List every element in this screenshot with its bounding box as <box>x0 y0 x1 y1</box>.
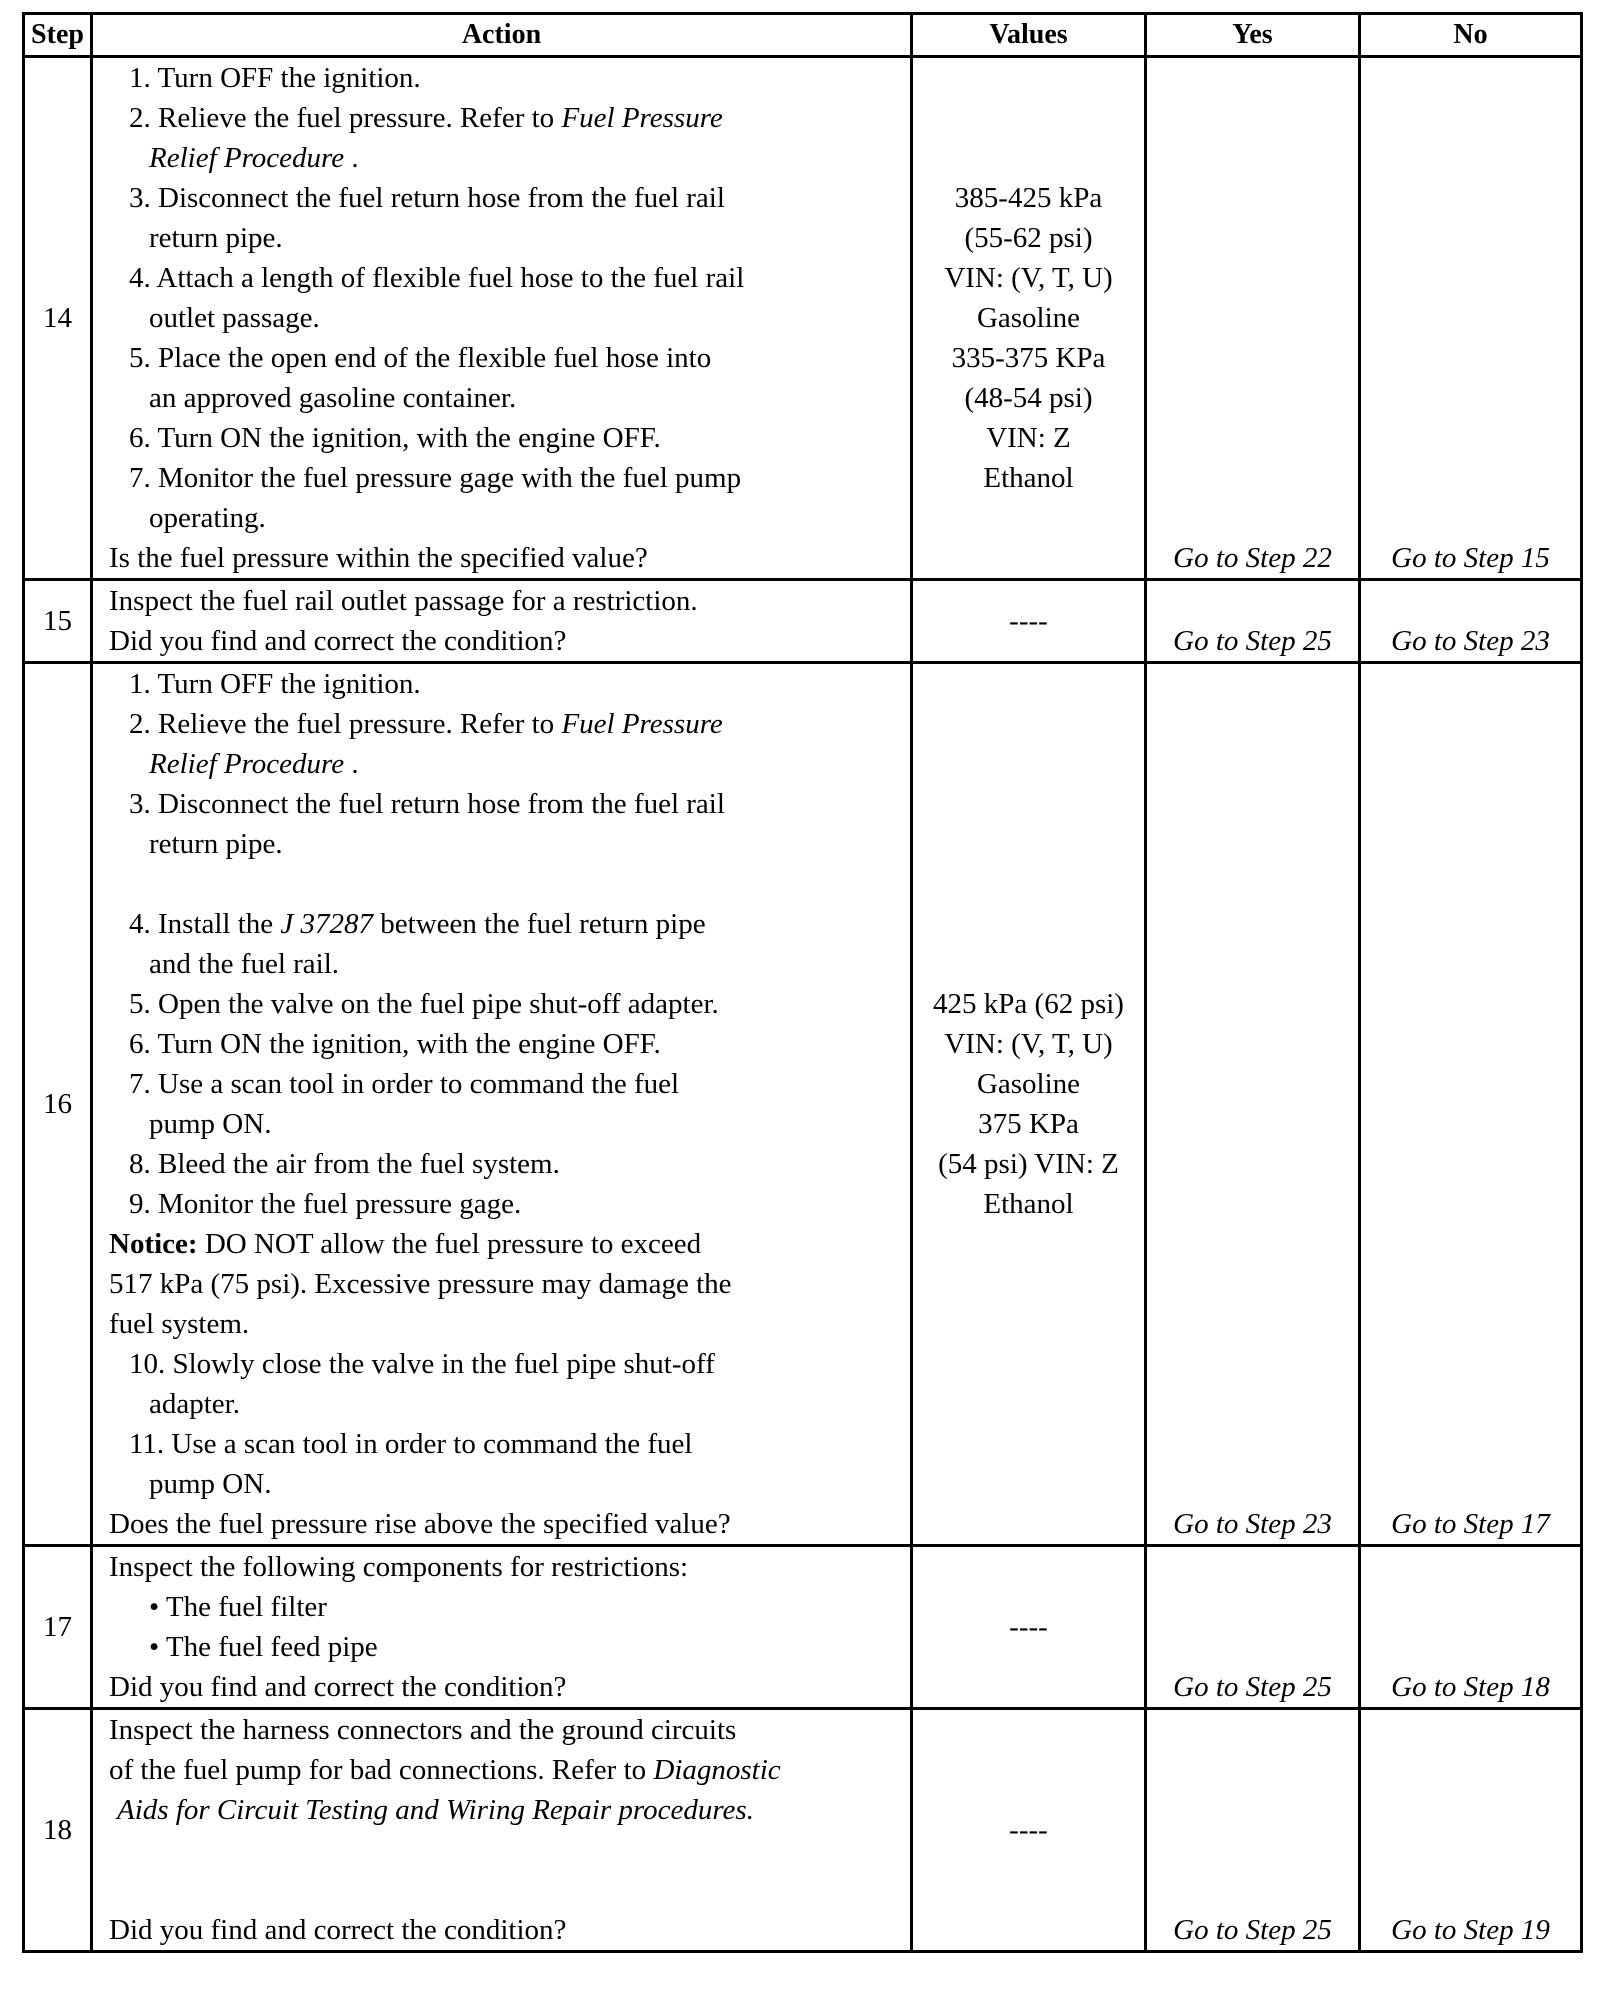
value-line: Gasoline <box>976 302 1081 334</box>
action-line: 7. Monitor the fuel pressure gage with the fuel pump <box>129 462 742 494</box>
action-question: Does the fuel pressure rise above the specified value? <box>109 1508 731 1540</box>
reference-link[interactable]: Aids for Circuit Testing and Wiring Repair procedures. <box>117 1794 754 1826</box>
yes-cell <box>1146 1546 1360 1709</box>
action-line: Relief Procedure . <box>149 748 359 780</box>
value-line: (55-62 psi) <box>964 222 1093 254</box>
table-row <box>24 580 1582 663</box>
yes-cell <box>1146 580 1360 663</box>
value-line: 385-425 kPa <box>954 182 1103 214</box>
value-line: (54 psi) VIN: Z <box>938 1148 1119 1180</box>
value-line: 425 kPa (62 psi) <box>933 988 1124 1020</box>
reference-link[interactable]: Diagnostic <box>653 1754 781 1786</box>
action-line: return pipe. <box>149 222 283 254</box>
action-line: 10. Slowly close the valve in the fuel pipe shut-off <box>129 1348 715 1380</box>
action-line: 4. Install the J 37287 between the fuel return pipe <box>129 908 706 940</box>
action-line: 2. Relieve the fuel pressure. Refer to Fuel Pressure <box>129 102 723 134</box>
header-no: No <box>1360 14 1582 57</box>
action-line: 2. Relieve the fuel pressure. Refer to Fuel Pressure <box>129 708 723 740</box>
action-line: pump ON. <box>149 1468 272 1500</box>
action-line: 9. Monitor the fuel pressure gage. <box>129 1188 522 1220</box>
step-number: 16 <box>24 663 92 1546</box>
diagnostic-table-page <box>22 12 1583 1953</box>
yes-cell <box>1146 663 1360 1546</box>
header-step: Step <box>24 14 92 57</box>
action-line: Inspect the fuel rail outlet passage for a restriction. <box>109 585 698 617</box>
goto-no-link[interactable]: Go to Step 17 <box>1391 1508 1550 1540</box>
notice-label: Notice: <box>109 1228 198 1260</box>
no-cell <box>1360 663 1582 1546</box>
step-number: 17 <box>24 1546 92 1709</box>
value-line: Ethanol <box>983 462 1074 494</box>
values-cell <box>912 663 1146 1546</box>
value-line: Ethanol <box>983 1188 1074 1220</box>
step-number: 14 <box>24 57 92 580</box>
action-line: 3. Disconnect the fuel return hose from the fuel rail <box>129 182 725 214</box>
action-line: 7. Use a scan tool in order to command the fuel <box>129 1068 680 1100</box>
values-cell: ---- <box>912 1709 1146 1952</box>
goto-no-link[interactable]: Go to Step 18 <box>1391 1671 1550 1703</box>
no-cell <box>1360 1709 1582 1952</box>
values-cell <box>912 57 1146 580</box>
yes-cell <box>1146 1709 1360 1952</box>
action-line: 5. Open the valve on the fuel pipe shut-off adapter. <box>129 988 719 1020</box>
value-line: VIN: (V, T, U) <box>944 262 1113 294</box>
table-row <box>24 57 1582 580</box>
action-question: Did you find and correct the condition? <box>109 625 567 657</box>
bullet-item: • The fuel feed pipe <box>149 1631 378 1663</box>
action-cell <box>92 1709 912 1952</box>
goto-yes-link[interactable]: Go to Step 22 <box>1173 542 1332 574</box>
value-line: Gasoline <box>976 1068 1081 1100</box>
action-line: 8. Bleed the air from the fuel system. <box>129 1148 560 1180</box>
action-question: Is the fuel pressure within the specified value? <box>109 542 648 574</box>
action-line: 6. Turn ON the ignition, with the engine OFF. <box>129 1028 661 1060</box>
action-line: Inspect the harness connectors and the ground circuits <box>109 1714 737 1746</box>
action-line: of the fuel pump for bad connections. Refer to Diagnostic <box>109 1754 781 1786</box>
notice-line: 517 kPa (75 psi). Excessive pressure may damage the <box>109 1268 732 1300</box>
goto-no-link[interactable]: Go to Step 19 <box>1391 1914 1550 1946</box>
reference-link[interactable]: Fuel Pressure <box>561 708 723 740</box>
action-line: Inspect the following components for restrictions: <box>109 1551 689 1583</box>
action-line: 3. Disconnect the fuel return hose from the fuel rail <box>129 788 725 820</box>
reference-link[interactable]: Fuel Pressure <box>561 102 723 134</box>
step-number: 15 <box>24 580 92 663</box>
value-line: 335-375 KPa <box>951 342 1106 374</box>
table-row <box>24 663 1582 1546</box>
action-line: 4. Attach a length of flexible fuel hose to the fuel rail <box>129 262 745 294</box>
value-line: VIN: Z <box>986 422 1071 454</box>
yes-cell <box>1146 57 1360 580</box>
action-line: operating. <box>149 502 266 534</box>
action-line: Relief Procedure . <box>149 142 359 174</box>
header-row <box>24 14 1582 57</box>
value-line: VIN: (V, T, U) <box>944 1028 1113 1060</box>
goto-no-link[interactable]: Go to Step 15 <box>1391 542 1550 574</box>
action-line: 5. Place the open end of the flexible fuel hose into <box>129 342 712 374</box>
action-line: 1. Turn OFF the ignition. <box>129 62 421 94</box>
notice-line: fuel system. <box>109 1308 250 1340</box>
values-cell: ---- <box>912 580 1146 663</box>
action-line: 11. Use a scan tool in order to command the fuel <box>129 1428 693 1460</box>
action-line: adapter. <box>149 1388 240 1420</box>
goto-yes-link[interactable]: Go to Step 25 <box>1173 1914 1332 1946</box>
header-action: Action <box>92 14 912 57</box>
goto-yes-link[interactable]: Go to Step 25 <box>1173 1671 1332 1703</box>
header-yes: Yes <box>1146 14 1360 57</box>
action-line: outlet passage. <box>149 302 320 334</box>
action-line: and the fuel rail. <box>149 948 340 980</box>
action-line: pump ON. <box>149 1108 272 1140</box>
action-question: Did you find and correct the condition? <box>109 1671 567 1703</box>
value-line: (48-54 psi) <box>964 382 1093 414</box>
goto-yes-link[interactable]: Go to Step 23 <box>1173 1508 1332 1540</box>
action-cell <box>92 1546 912 1709</box>
table-row <box>24 1546 1582 1709</box>
diagnostic-table <box>22 12 1583 1953</box>
no-cell <box>1360 1546 1582 1709</box>
no-cell <box>1360 57 1582 580</box>
value-line: 375 KPa <box>978 1108 1079 1140</box>
header-values: Values <box>912 14 1146 57</box>
action-line: an approved gasoline container. <box>149 382 517 414</box>
goto-yes-link[interactable]: Go to Step 25 <box>1173 625 1332 657</box>
action-question: Did you find and correct the condition? <box>109 1914 567 1946</box>
action-line: 1. Turn OFF the ignition. <box>129 668 421 700</box>
action-line: 6. Turn ON the ignition, with the engine OFF. <box>129 422 661 454</box>
no-cell <box>1360 580 1582 663</box>
table-row <box>24 1709 1582 1952</box>
values-cell: ---- <box>912 1546 1146 1709</box>
action-cell <box>92 580 912 663</box>
bullet-item: • The fuel filter <box>149 1591 327 1623</box>
tool-reference[interactable]: J 37287 <box>280 908 374 940</box>
step-number: 18 <box>24 1709 92 1952</box>
notice-line: Notice: DO NOT allow the fuel pressure to exceed <box>109 1228 702 1260</box>
action-cell <box>92 57 912 580</box>
action-cell <box>92 663 912 1546</box>
action-line <box>109 1790 902 1830</box>
reference-link[interactable]: Relief Procedure <box>149 748 345 780</box>
action-line: return pipe. <box>149 828 283 860</box>
reference-link[interactable]: Relief Procedure <box>149 142 345 174</box>
goto-no-link[interactable]: Go to Step 23 <box>1391 625 1550 657</box>
